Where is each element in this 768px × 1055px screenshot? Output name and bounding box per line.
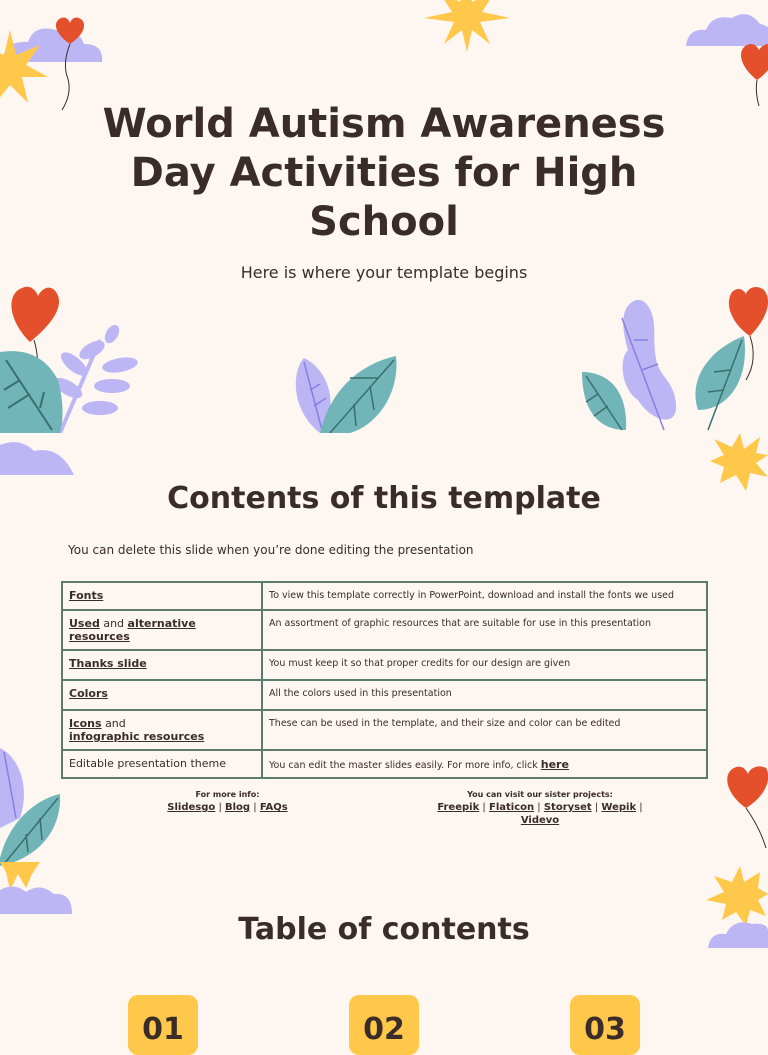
table-row: Icons and infographic resources These can be used in the template, and their size and color can be edited xyxy=(62,710,707,750)
table-row xyxy=(62,750,707,778)
resources-table xyxy=(61,581,708,779)
instruction-text: You can delete this slide when you’re done editing the presentation xyxy=(68,543,474,557)
heart-balloon-icon xyxy=(50,14,90,114)
table-row xyxy=(62,680,707,710)
row-description: To view this template correctly in PowerPoint, download and install the fonts we used xyxy=(262,582,707,610)
row-description: All the colors used in this presentation xyxy=(262,680,707,710)
videvo-link[interactable]: Videvo xyxy=(520,815,560,826)
colors-link[interactable]: Colors xyxy=(69,687,108,700)
row-description: An assortment of graphic resources that are suitable for use in this presentation xyxy=(262,610,707,650)
subtitle: Here is where your template begins xyxy=(240,263,528,282)
table-row: Used and alternative resources An assortment of graphic resources that are suitable for use in this presentation xyxy=(62,610,707,650)
table-row xyxy=(62,650,707,680)
contents-slide xyxy=(0,433,768,866)
section-title: Table of contents xyxy=(238,912,530,947)
blog-link[interactable]: Blog xyxy=(225,802,251,813)
slidesgo-link[interactable]: Slidesgo xyxy=(167,802,216,813)
sun-icon xyxy=(0,25,50,115)
thanks-slide-link[interactable]: Thanks slide xyxy=(69,657,147,670)
more-info-block: For more info: Slidesgo | Blog | FAQs xyxy=(167,790,288,813)
alternative-resources-link[interactable]: alternative resources xyxy=(69,617,196,643)
sun-icon xyxy=(420,0,515,54)
fonts-link[interactable]: Fonts xyxy=(69,589,104,602)
table-row xyxy=(62,582,707,610)
plant-illustration xyxy=(0,280,150,433)
row-description: These can be used in the template, and their size and color can be edited xyxy=(262,710,707,750)
cloud-icon xyxy=(0,433,80,478)
flaticon-link[interactable]: Flaticon xyxy=(488,802,535,813)
section-number-badge: 02 xyxy=(349,995,419,1055)
leaves-illustration xyxy=(290,350,400,433)
used-link[interactable]: Used xyxy=(69,617,100,630)
wepik-link[interactable]: Wepik xyxy=(601,802,637,813)
row-description: You must keep it so that proper credits for our design are given xyxy=(262,650,707,680)
section-number-badge: 03 xyxy=(570,995,640,1055)
cloud-icon xyxy=(0,880,75,916)
here-link[interactable]: here xyxy=(540,758,569,771)
storyset-link[interactable]: Storyset xyxy=(543,802,592,813)
faqs-link[interactable]: FAQs xyxy=(259,802,288,813)
section-number-badge: 01 xyxy=(128,995,198,1055)
infographic-resources-link[interactable]: infographic resources xyxy=(69,730,205,743)
row-description: You can edit the master slides easily. For more info, click xyxy=(269,760,538,771)
plant-illustration xyxy=(0,748,75,866)
sister-projects-block: You can visit our sister projects: Freepik | Flaticon | Storyset | Wepik | Videvo xyxy=(437,790,643,826)
plant-illustration xyxy=(578,280,768,433)
table-of-contents-slide xyxy=(0,866,768,1047)
icons-link[interactable]: Icons xyxy=(69,717,102,730)
heart-balloon-icon xyxy=(735,36,768,106)
section-title: Contents of this template xyxy=(167,481,601,516)
page-title: World Autism Awareness Day Activities for High School xyxy=(102,101,666,245)
title-slide xyxy=(0,0,768,433)
row-label: Editable presentation theme xyxy=(62,750,262,778)
heart-balloon-icon xyxy=(720,758,768,853)
freepik-link[interactable]: Freepik xyxy=(437,802,480,813)
